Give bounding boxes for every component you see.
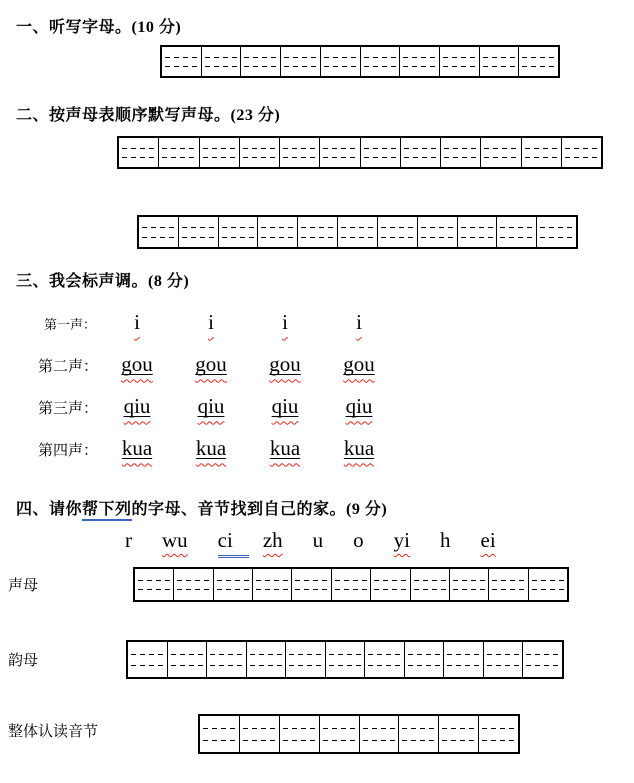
pinyin-grid-cell[interactable] [200,716,240,752]
pinyin-grid-cell[interactable] [378,217,418,247]
pinyin-grid-cell[interactable] [411,569,450,600]
section4-title-prefix: 四、请你 [16,501,83,518]
section2-writing-grid-1 [117,136,603,169]
tone-row-label: 第二声： [38,358,99,375]
sortable-letter-yi: yi [393,528,410,552]
pinyin-grid-cell[interactable] [371,569,410,600]
pinyin-grid-cell[interactable] [159,138,199,167]
finals-writing-grid [126,640,564,679]
pinyin-grid-cell[interactable] [439,716,479,752]
section3-title: 三、我会标声调。(8 分) [16,273,190,290]
whole-syllables-writing-grid [198,714,520,754]
pinyin-syllable: qiu [271,394,299,419]
pinyin-grid-cell[interactable] [360,716,400,752]
pinyin-grid-cell[interactable] [280,716,320,752]
pinyin-syllable: kua [343,436,375,461]
pinyin-syllable: i [208,310,214,335]
sortable-letter-u: u [312,528,324,552]
pinyin-grid-cell[interactable] [292,569,331,600]
pinyin-grid-cell[interactable] [162,47,202,76]
pinyin-grid-cell[interactable] [286,642,326,677]
pinyin-grid-cell[interactable] [361,47,401,76]
sortable-letter-r: r [125,528,132,552]
label-whole-syllables: 整体认读音节 [8,724,99,740]
letters-to-sort-row [125,528,496,558]
pinyin-syllable: i [282,310,288,335]
pinyin-syllable: i [134,310,140,335]
pinyin-grid-cell[interactable] [128,642,168,677]
pinyin-grid-cell[interactable] [519,47,558,76]
pinyin-grid-cell[interactable] [537,217,576,247]
pinyin-grid-cell[interactable] [241,47,281,76]
pinyin-grid-cell[interactable] [320,716,360,752]
pinyin-grid-cell[interactable] [480,47,520,76]
pinyin-grid-cell[interactable] [321,47,361,76]
tone-row-label: 第一声： [44,316,97,332]
pinyin-grid-cell[interactable] [365,642,405,677]
pinyin-grid-cell[interactable] [247,642,287,677]
pinyin-grid-cell[interactable] [479,716,518,752]
pinyin-grid-cell[interactable] [441,138,481,167]
tone-row-label: 第三声： [38,400,99,417]
pinyin-grid-cell[interactable] [240,716,280,752]
pinyin-grid-cell[interactable] [522,138,562,167]
tone-rows [38,302,408,470]
pinyin-grid-cell[interactable] [179,217,219,247]
pinyin-grid-cell[interactable] [219,217,259,247]
pinyin-grid-cell[interactable] [458,217,498,247]
section1-title: 一、听写字母。(10 分) [16,19,182,36]
pinyin-syllable: gou [195,352,227,377]
tone-row-4 [38,428,408,470]
label-finals: 韵母 [8,653,39,669]
pinyin-grid-cell[interactable] [562,138,601,167]
pinyin-grid-cell[interactable] [214,569,253,600]
pinyin-grid-cell[interactable] [281,47,321,76]
sortable-letter-ei: ei [480,528,496,552]
pinyin-grid-cell[interactable] [481,138,521,167]
pinyin-grid-cell[interactable] [497,217,537,247]
pinyin-syllable: qiu [197,394,225,419]
tone-row-1 [38,302,408,344]
label-initials: 声母 [8,578,39,594]
pinyin-grid-cell[interactable] [258,217,298,247]
pinyin-grid-cell[interactable] [202,47,242,76]
pinyin-syllable: gou [269,352,301,377]
pinyin-grid-cell[interactable] [529,569,567,600]
pinyin-grid-cell[interactable] [326,642,366,677]
pinyin-syllable: kua [269,436,301,461]
section4-title-suffix: 的字母、音节找到自己的家。(9 分) [131,501,388,518]
pinyin-grid-cell[interactable] [400,47,440,76]
pinyin-grid-cell[interactable] [240,138,280,167]
tone-row-3 [38,386,408,428]
pinyin-grid-cell[interactable] [320,138,360,167]
pinyin-syllable: kua [195,436,227,461]
pinyin-grid-cell[interactable] [484,642,524,677]
pinyin-grid-cell[interactable] [418,217,458,247]
pinyin-grid-cell[interactable] [168,642,208,677]
section1-writing-grid [160,45,560,78]
pinyin-grid-cell[interactable] [280,138,320,167]
initials-writing-grid [133,567,569,602]
sortable-letter-ci: ci [218,528,249,558]
tone-row-2 [38,344,408,386]
pinyin-grid-cell[interactable] [200,138,240,167]
pinyin-grid-cell[interactable] [440,47,480,76]
sortable-letter-o: o [353,528,364,552]
pinyin-grid-cell[interactable] [332,569,371,600]
pinyin-grid-cell[interactable] [207,642,247,677]
pinyin-grid-cell[interactable] [399,716,439,752]
pinyin-grid-cell[interactable] [174,569,213,600]
pinyin-syllable: qiu [345,394,373,419]
pinyin-grid-cell[interactable] [405,642,445,677]
pinyin-grid-cell[interactable] [298,217,338,247]
pinyin-grid-cell[interactable] [361,138,401,167]
tone-row-label: 第四声： [38,442,99,459]
sortable-letter-h: h [440,528,451,552]
pinyin-grid-cell[interactable] [338,217,378,247]
pinyin-syllable: gou [121,352,153,377]
sortable-letter-zh: zh [262,528,283,552]
pinyin-syllable: kua [121,436,153,461]
pinyin-syllable: i [356,310,362,335]
section2-writing-grid-2 [137,215,578,249]
pinyin-grid-cell[interactable] [523,642,562,677]
pinyin-syllable: qiu [123,394,151,419]
pinyin-syllable: gou [343,352,375,377]
pinyin-grid-cell[interactable] [135,569,174,600]
pinyin-grid-cell[interactable] [139,217,179,247]
pinyin-grid-cell[interactable] [253,569,292,600]
pinyin-grid-cell[interactable] [444,642,484,677]
pinyin-grid-cell[interactable] [450,569,489,600]
pinyin-grid-cell[interactable] [119,138,159,167]
section4-title [16,496,387,519]
section4-title-underlined-part: 帮下列 [82,501,132,521]
section2-title: 二、按声母表顺序默写声母。(23 分) [16,107,281,124]
pinyin-grid-cell[interactable] [401,138,441,167]
pinyin-grid-cell[interactable] [489,569,528,600]
sortable-letter-wu: wu [162,528,188,552]
